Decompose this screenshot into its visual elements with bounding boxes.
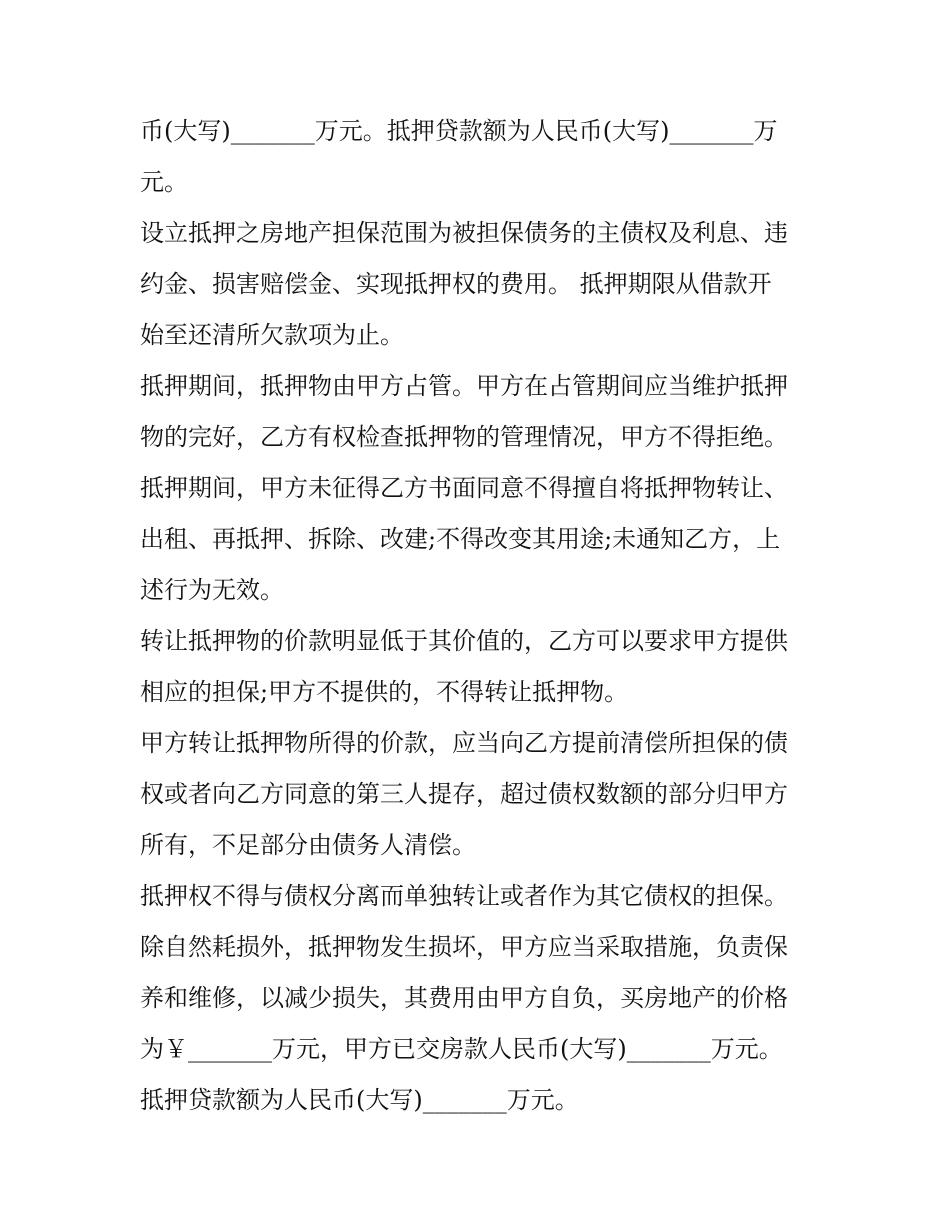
- text-line: 所有，不足部分由债务人清偿。: [140, 831, 476, 859]
- text-line: 抵押期间，抵押物由甲方占管。甲方在占管期间应当维护抵押: [140, 372, 788, 400]
- text-line: 转让抵押物的价款明显低于其价值的，乙方可以要求甲方提供: [140, 627, 788, 655]
- text-line: 出租、再抵押、拆除、改建;不得改变其用途;未通知乙方，上: [140, 525, 781, 553]
- text-line: 抵押贷款额为人民币(大写)_______万元。: [140, 1086, 579, 1114]
- document-body: [140, 106, 820, 1126]
- text-line: 始至还清所欠款项为止。: [140, 321, 404, 349]
- text-line: 约金、损害赔偿金、实现抵押权的费用。 抵押期限从借款开: [140, 270, 772, 298]
- text-line: 甲方转让抵押物所得的价款，应当向乙方提前清偿所担保的债: [140, 729, 788, 757]
- text-line: 物的完好，乙方有权检查抵押物的管理情况，甲方不得拒绝。: [140, 423, 788, 451]
- text-line: 设立抵押之房地产担保范围为被担保债务的主债权及利息、违: [140, 219, 788, 247]
- text-line: 为￥_______万元，甲方已交房款人民币(大写)_______万元。: [140, 1035, 783, 1063]
- text-line: 除自然耗损外，抵押物发生损坏，甲方应当采取措施，负责保: [140, 933, 788, 961]
- text-line: 相应的担保;甲方不提供的，不得转让抵押物。: [140, 678, 629, 706]
- text-line: 抵押期间，甲方未征得乙方书面同意不得擅自将抵押物转让、: [140, 474, 788, 502]
- text-line: 述行为无效。: [140, 576, 284, 604]
- text-line: 币(大写)_______万元。抵押贷款额为人民币(大写)_______万: [140, 117, 778, 145]
- text-line: 养和维修，以减少损失，其费用由甲方自负，买房地产的价格: [140, 984, 788, 1012]
- text-line: 抵押权不得与债权分离而单独转让或者作为其它债权的担保。: [140, 882, 788, 910]
- text-line: 权或者向乙方同意的第三人提存，超过债权数额的部分归甲方: [140, 780, 788, 808]
- text-line: 元。: [140, 168, 188, 196]
